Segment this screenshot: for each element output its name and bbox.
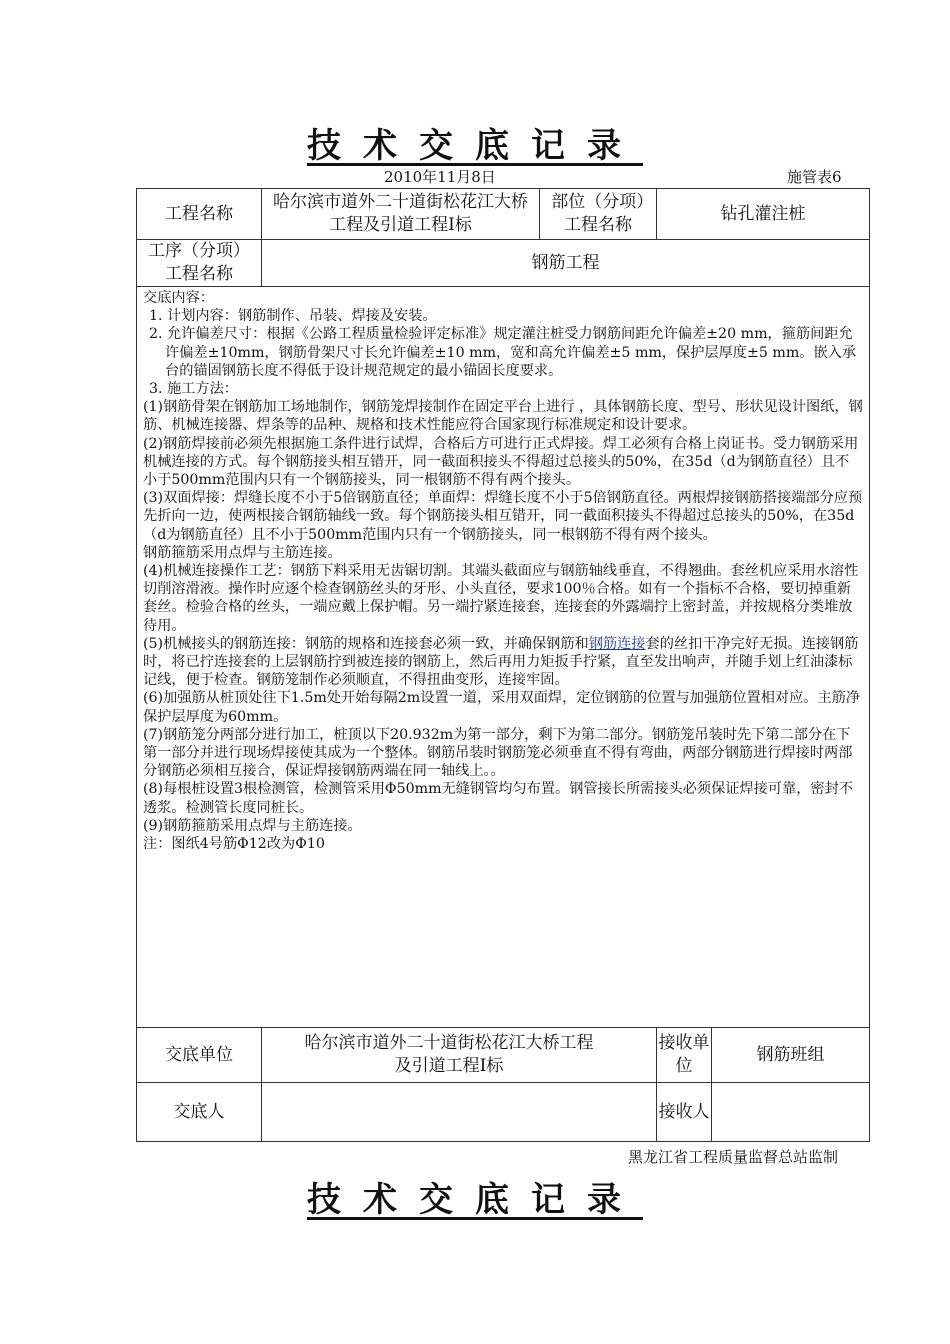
issuer-label: 交底人 [137,1083,262,1142]
receiver-label: 接收人 [657,1083,712,1142]
process-name-label: 工序（分项）工程名称 [137,240,262,287]
page-title-second: 技术交底记录 [307,1180,643,1220]
project-name-value: 哈尔滨市道外二十道街松花江大桥工程及引道工程Ⅰ标 [262,189,540,240]
record-date: 2010年11月8日 [384,168,496,186]
content-item: (6)加强筋从桩顶处往下1.5m处开始每隔2m设置一道，采用双面焊，定位钢筋的位置与加强筋位置相对应。主筋净保护层厚度为60mm。 [143,690,861,725]
content-item: 2. 允许偏差尺寸：根据《公路工程质量检验评定标准》规定灌注桩受力钢筋间距允许偏差±20 mm，箍筋间距允许偏差±10mm，钢筋骨架尺寸长允许偏差±10 mm，宽和高允许偏差±5 mm，保护层厚度±5 mm。嵌入承台的锚固钢筋长度不得低于设计规范规定的最小锚固长度要求。 [149,326,857,379]
unit-row [137,1028,870,1083]
content-item: 1. 计划内容：钢筋制作、吊装、焊接及安装。 [149,308,437,325]
content-item: 钢筋箍筋采用点焊与主筋连接。 [143,544,342,561]
content-item: 3. 施工方法： [149,381,238,398]
content-item: (5)机械接头的钢筋连接：钢筋的规格和连接套必须一致，并确保钢筋和钢筋连接套的丝扣干净完好无损。连接钢筋时，将已拧连接套的上层钢筋拧到被连接的钢筋上，然后再用力矩扳手拧紧，直至发出响声，并随手划上红油漆标记线，便于检查。钢筋笼制作必须顺直，不得扭曲变形，连接牢固。 [143,635,859,689]
content-row [137,287,870,1028]
content-item: (3)双面焊接：焊缝长度不小于5倍钢筋直径；单面焊：焊缝长度不小于5倍钢筋直径。两根焊接钢筋搭接端部分应预先折向一边，使两根接合钢筋轴线一致。每个钢筋接头相互错开，同一截面积接头不得超过总接头的50%，在35d（d为钢筋直径）且不小于500mm范围内只有一个钢筋接头，同一根钢筋不得有两个接头。 [143,490,863,543]
project-name-label: 工程名称 [137,189,262,240]
rebar-connection-link[interactable]: 钢筋连接 [588,635,646,652]
process-row [137,240,870,287]
record-table [136,188,870,1142]
disclosure-content [137,287,870,1028]
issuer-unit-label: 交底单位 [137,1028,262,1083]
receiver-signature-field[interactable] [712,1083,870,1142]
project-row [137,189,870,240]
content-item: (7)钢筋笼分两部分进行加工，桩顶以下20.932m为第一部分，剩下为第二部分。钢筋笼吊装时先下第二部分在下第一部分并进行现场焊接使其成为一个整体。钢筋吊装时钢筋笼必须垂直不得有弯曲，两部分钢筋进行焊接时两部分钢筋必须相互接合，保证焊接钢筋两端在同一轴线上。。 [143,726,853,780]
content-note: 注：图纸4号筋Φ12改为Φ10 [143,836,325,853]
process-name-value: 钢筋工程 [262,240,870,287]
form-number: 施管表6 [787,168,842,186]
content-item: (2)钢筋焊接前必须先根据施工条件进行试焊，合格后方可进行正式焊接。焊工必须有合格上岗证书。受力钢筋采用机械连接的方式。每个钢筋接头相互错开，同一截面积接头不得超过总接头的50%，在35d（d为钢筋直径）且不小于500mm范围内只有一个钢筋接头，同一根钢筋不得有两个接头。 [143,435,859,489]
person-row [137,1083,870,1142]
page-title: 技术交底记录 [307,126,643,166]
supervisor-footer: 黑龙江省工程质量监督总站监制 [628,1148,839,1166]
issuer-unit-value: 哈尔滨市道外二十道街松花江大桥工程及引道工程Ⅰ标 [262,1028,657,1083]
content-heading: 交底内容： [143,290,214,306]
part-name-value: 钻孔灌注桩 [657,189,870,240]
receiver-unit-value: 钢筋班组 [712,1028,870,1083]
content-item: (9)钢筋箍筋采用点焊与主筋连接。 [143,817,362,834]
receiver-unit-label: 接收单位 [657,1028,712,1083]
part-name-label: 部位（分项）工程名称 [540,189,657,240]
content-item: (4)机械连接操作工艺：钢筋下料采用无齿锯切割。其端头截面应与钢筋轴线垂直，不得翘曲。套丝机应采用水溶性切削溶滑液。操作时应逐个检查钢筋丝头的牙形、小头直径，要求100％合格。如有一个指标不合格，要切掉重新套丝。检验合格的丝头，一端应戴上保护帽。另一端拧紧连接套，连接套的外露端拧上密封盖，并按规格分类堆放待用。 [143,563,859,634]
issuer-signature-field[interactable] [262,1083,657,1142]
content-item: (8)每根桩设置3根检测管，检测管采用Φ50mm无缝钢管均匀布置。钢管接长所需接头必须保证焊接可靠，密封不透浆。检测管长度同桩长。 [143,781,853,816]
content-item: (1)钢筋骨架在钢筋加工场地制作，钢筋笼焊接制作在固定平台上进行 ，具体钢筋长度、型号、形状见设计图纸，钢筋、机械连接器、焊条等的品种、规格和技术性能应符合国家现行标准规定和设计要求。 [143,399,863,434]
